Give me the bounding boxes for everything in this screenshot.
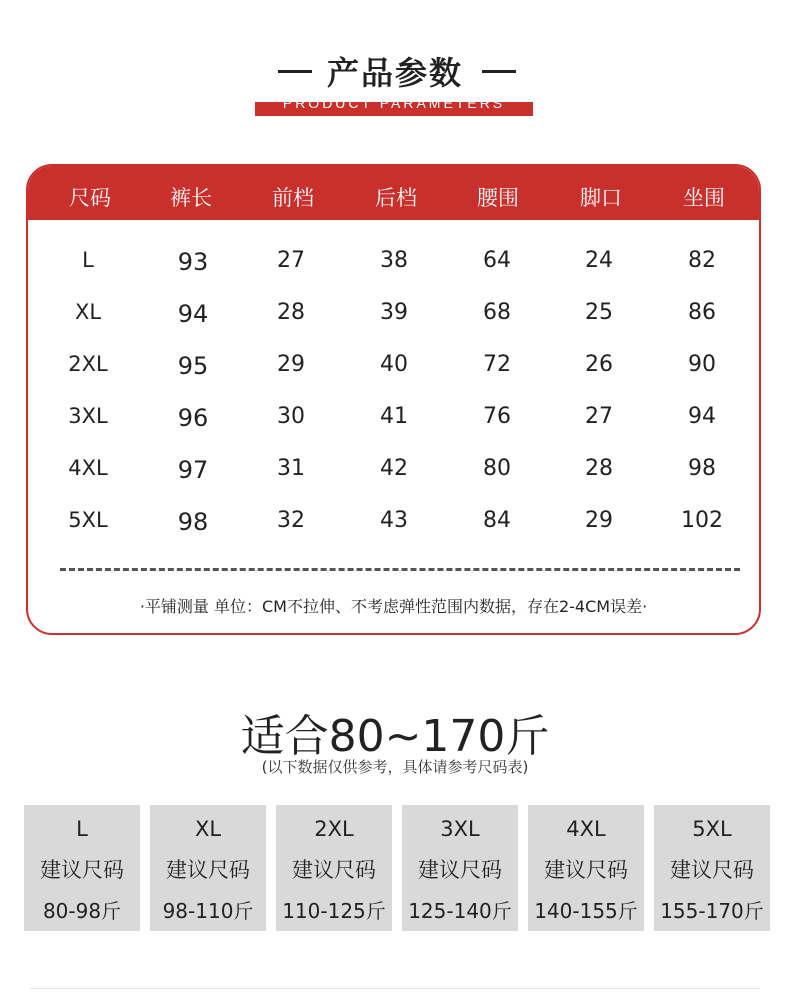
fit-title: 适合80~170斤	[240, 711, 550, 762]
weight-card-label: 建议尺码	[166, 858, 250, 882]
table-cell: 86	[688, 300, 716, 325]
title-dash-right	[482, 70, 516, 73]
table-cell: 24	[585, 248, 613, 273]
weight-card-label: 建议尺码	[292, 858, 376, 882]
table-cell: 29	[585, 508, 613, 533]
table-cell: 82	[688, 248, 716, 273]
weight-card-label: 建议尺码	[418, 858, 502, 882]
table-cell: XL	[74, 300, 102, 324]
table-cell: 39	[380, 300, 408, 325]
table-cell: 98	[688, 456, 716, 481]
table-cell: 98	[177, 508, 209, 536]
dashed-divider	[60, 568, 740, 571]
table-cell: 41	[380, 404, 408, 429]
table-cell: 3XL	[68, 404, 108, 428]
table-cell: 32	[277, 508, 305, 533]
weight-card-xl	[150, 805, 266, 931]
weight-card-label: 建议尺码	[670, 858, 754, 882]
weight-card-range: 155-170斤	[660, 899, 764, 923]
table-cell: 27	[585, 404, 613, 429]
table-cell: 5XL	[68, 508, 108, 532]
table-cell: 28	[277, 300, 305, 325]
table-cell: 84	[483, 508, 511, 533]
table-cell: 94	[177, 300, 209, 328]
weight-card-range: 80-98斤	[42, 899, 122, 923]
table-cell: 96	[177, 404, 209, 432]
column-header-front-rise: 前档	[272, 186, 314, 210]
table-cell: L	[82, 248, 94, 272]
table-header	[28, 166, 759, 220]
weight-card-2xl	[276, 805, 392, 931]
weight-card-size: 2XL	[314, 817, 354, 841]
weight-card-range: 98-110斤	[162, 899, 254, 923]
weight-card-label: 建议尺码	[40, 858, 124, 882]
table-cell: 80	[483, 456, 511, 481]
weight-card-range: 140-155斤	[534, 899, 638, 923]
fit-subtitle: (以下数据仅供参考，具体请参考尺码表)	[261, 758, 529, 776]
weight-card-3xl	[402, 805, 518, 931]
table-cell: 93	[177, 248, 209, 276]
weight-card-label: 建议尺码	[544, 858, 628, 882]
table-cell: 97	[177, 456, 209, 484]
table-cell: 102	[681, 508, 723, 533]
table-cell: 28	[585, 456, 613, 481]
table-cell: 38	[380, 248, 408, 273]
column-header-waist: 腰围	[477, 186, 519, 210]
weight-card-5xl	[654, 805, 770, 931]
column-header-length: 裤长	[170, 186, 212, 210]
table-cell: 94	[688, 404, 716, 429]
table-cell: 42	[380, 456, 408, 481]
table-cell: 43	[380, 508, 408, 533]
column-header-hip: 坐围	[683, 186, 725, 210]
table-cell: 68	[483, 300, 511, 325]
weight-card-4xl	[528, 805, 644, 931]
page-title: 产品参数	[326, 54, 463, 92]
weight-card-size: 3XL	[440, 817, 480, 841]
bottom-divider	[30, 988, 760, 989]
measurement-note: ·平铺测量 单位：CM不拉伸、不考虑弹性范围内数据，存在2-4CM误差·	[139, 597, 648, 616]
table-cell: 72	[483, 352, 511, 377]
section-header	[0, 48, 790, 120]
table-cell: 29	[277, 352, 305, 377]
table-cell: 30	[277, 404, 305, 429]
weight-card-size: 4XL	[566, 817, 606, 841]
table-cell: 26	[585, 352, 613, 377]
weight-card-range: 125-140斤	[408, 899, 512, 923]
weight-card-range: 110-125斤	[282, 899, 386, 923]
column-header-hem: 脚口	[580, 186, 622, 210]
table-cell: 27	[277, 248, 305, 273]
weight-card-l	[24, 805, 140, 931]
weight-card-size: XL	[194, 817, 222, 841]
column-header-back-rise: 后档	[375, 186, 417, 210]
table-cell: 25	[585, 300, 613, 325]
table-cell: 64	[483, 248, 511, 273]
table-cell: 4XL	[68, 456, 108, 480]
column-header-size: 尺码	[69, 186, 111, 210]
table-cell: 76	[483, 404, 511, 429]
table-cell: 2XL	[68, 352, 108, 376]
size-table	[26, 164, 761, 635]
table-cell: 95	[177, 352, 209, 380]
table-cell: 90	[688, 352, 716, 377]
weight-card-size: 5XL	[692, 817, 732, 841]
table-cell: 40	[380, 352, 408, 377]
table-cell: 31	[277, 456, 305, 481]
page-subtitle: PRODUCT PARAMETERS	[282, 95, 506, 111]
weight-card-size: L	[76, 817, 88, 841]
